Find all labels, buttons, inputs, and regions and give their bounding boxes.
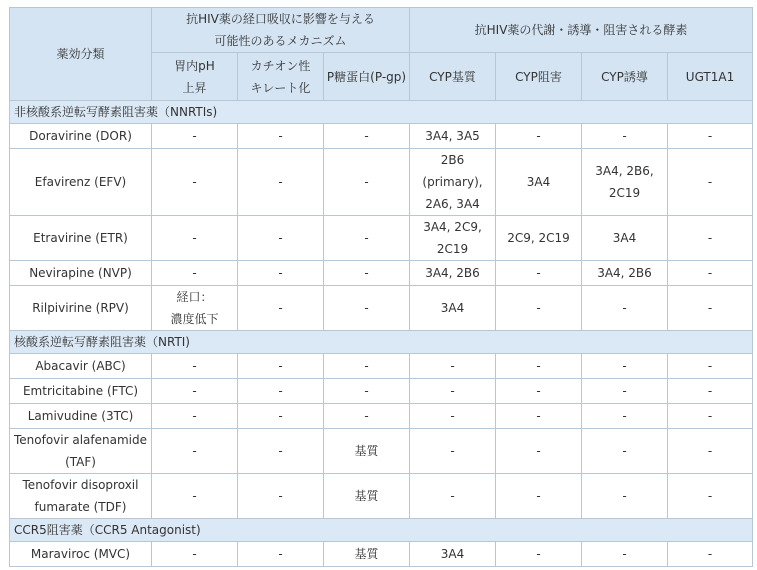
table-cell: - (668, 286, 753, 331)
table-cell: - (668, 149, 753, 216)
section-row (10, 331, 753, 354)
table-row (10, 542, 753, 567)
table-cell: - (496, 542, 582, 567)
table-cell: - (238, 404, 324, 429)
drug-name-cell: Rilpivirine (RPV) (10, 286, 152, 331)
table-cell: 3A4, 2B6, 2C19 (582, 149, 668, 216)
table-cell: 2C9, 2C19 (496, 216, 582, 261)
table-cell: - (582, 286, 668, 331)
table-cell: - (582, 474, 668, 519)
col-header-cyp-substrate: CYP基質 (410, 53, 496, 101)
table-cell: - (496, 354, 582, 379)
section-title: 非核酸系逆転写酵素阻害薬（NNRTIs) (10, 101, 753, 124)
table-row (10, 404, 753, 429)
table-cell: - (496, 379, 582, 404)
table-row (10, 474, 753, 519)
drug-name-cell: Doravirine (DOR) (10, 124, 152, 149)
section-title: 核酸系逆転写酵素阻害薬（NRTI) (10, 331, 753, 354)
table-cell: - (496, 474, 582, 519)
table-cell: - (496, 261, 582, 286)
table-row (10, 124, 753, 149)
table-cell: - (324, 124, 410, 149)
table-cell: - (496, 286, 582, 331)
table-cell: 基質 (324, 542, 410, 567)
table-cell: - (152, 354, 238, 379)
table-cell: - (324, 354, 410, 379)
absorption-group-header: 抗HIV薬の経口吸収に影響を与える 可能性のあるメカニズム (152, 8, 410, 53)
table-cell: 3A4 (582, 216, 668, 261)
table-cell: 3A4 (410, 542, 496, 567)
col-header-cation-chelation: カチオン性 キレート化 (238, 53, 324, 101)
table-row (10, 354, 753, 379)
drug-class-header: 薬効分類 (10, 8, 152, 101)
section-title: CCR5阻害薬（CCR5 Antagonist) (10, 519, 753, 542)
table-cell: - (582, 124, 668, 149)
table-cell: 3A4, 2B6 (582, 261, 668, 286)
table-cell: - (152, 474, 238, 519)
header-row-top (10, 8, 753, 53)
table-row (10, 429, 753, 474)
table-cell: - (668, 216, 753, 261)
table-body (10, 101, 753, 567)
section-row (10, 101, 753, 124)
table-cell: 3A4 (496, 149, 582, 216)
col-header-gastric-ph: 胃内pH 上昇 (152, 53, 238, 101)
table-cell: - (152, 379, 238, 404)
table-cell: - (324, 286, 410, 331)
table-row (10, 261, 753, 286)
table-cell: - (410, 354, 496, 379)
table-cell: - (238, 261, 324, 286)
table-cell: 基質 (324, 474, 410, 519)
drug-name-cell: Emtricitabine (FTC) (10, 379, 152, 404)
table-cell: - (324, 404, 410, 429)
table-row (10, 216, 753, 261)
col-header-cyp-induction: CYP誘導 (582, 53, 668, 101)
table-cell: 3A4 (410, 286, 496, 331)
table-cell: - (324, 379, 410, 404)
table-cell: - (410, 429, 496, 474)
table-cell: - (238, 286, 324, 331)
table-cell: - (152, 261, 238, 286)
col-header-cyp-inhibition: CYP阻害 (496, 53, 582, 101)
table-cell: - (668, 124, 753, 149)
drug-name-cell: Maraviroc (MVC) (10, 542, 152, 567)
table-cell: - (668, 542, 753, 567)
table-cell: - (582, 542, 668, 567)
table-cell: - (582, 404, 668, 429)
table-cell: - (238, 542, 324, 567)
table-cell: - (238, 124, 324, 149)
table-cell: 基質 (324, 429, 410, 474)
table-cell: - (238, 354, 324, 379)
table-cell: - (152, 216, 238, 261)
table-cell: 3A4, 2B6 (410, 261, 496, 286)
table-cell: - (238, 149, 324, 216)
drug-interaction-table (9, 7, 753, 567)
table-cell: - (582, 429, 668, 474)
table-cell: - (238, 429, 324, 474)
table-cell: - (324, 149, 410, 216)
table-cell: - (238, 379, 324, 404)
table-cell: - (324, 216, 410, 261)
table-cell: - (668, 379, 753, 404)
table-cell: 2B6 (primary), 2A6, 3A4 (410, 149, 496, 216)
table-cell: - (582, 354, 668, 379)
table-row (10, 149, 753, 216)
drug-name-cell: Efavirenz (EFV) (10, 149, 152, 216)
drug-name-cell: Nevirapine (NVP) (10, 261, 152, 286)
drug-name-cell: Lamivudine (3TC) (10, 404, 152, 429)
table-cell: - (152, 429, 238, 474)
table-cell: 3A4, 3A5 (410, 124, 496, 149)
table-cell: - (582, 379, 668, 404)
metabolism-group-header: 抗HIV薬の代謝・誘導・阻害される酵素 (410, 8, 753, 53)
drug-name-cell: Tenofovir alafenamide (TAF) (10, 429, 152, 474)
table-cell: - (152, 404, 238, 429)
table-cell: - (152, 124, 238, 149)
table-cell: - (410, 379, 496, 404)
section-row (10, 519, 753, 542)
drug-name-cell: Etravirine (ETR) (10, 216, 152, 261)
drug-name-cell: Abacavir (ABC) (10, 354, 152, 379)
table-cell: 経口： 濃度低下 (152, 286, 238, 331)
table-row (10, 379, 753, 404)
col-header-pgp: P糖蛋白(P-gp) (324, 53, 410, 101)
table-cell: - (238, 216, 324, 261)
table-cell: - (410, 404, 496, 429)
table-cell: - (668, 354, 753, 379)
table-cell: - (668, 261, 753, 286)
table-cell: - (152, 149, 238, 216)
col-header-ugt1a1: UGT1A1 (668, 53, 753, 101)
table-cell: - (238, 474, 324, 519)
table-cell: - (668, 404, 753, 429)
table-cell: 3A4, 2C9, 2C19 (410, 216, 496, 261)
table-cell: - (496, 124, 582, 149)
drug-name-cell: Tenofovir disoproxil fumarate (TDF) (10, 474, 152, 519)
table-cell: - (152, 542, 238, 567)
table-row (10, 286, 753, 331)
table-cell: - (668, 474, 753, 519)
table-cell: - (668, 429, 753, 474)
table-cell: - (496, 429, 582, 474)
table-cell: - (496, 404, 582, 429)
table-cell: - (410, 474, 496, 519)
table-cell: - (324, 261, 410, 286)
